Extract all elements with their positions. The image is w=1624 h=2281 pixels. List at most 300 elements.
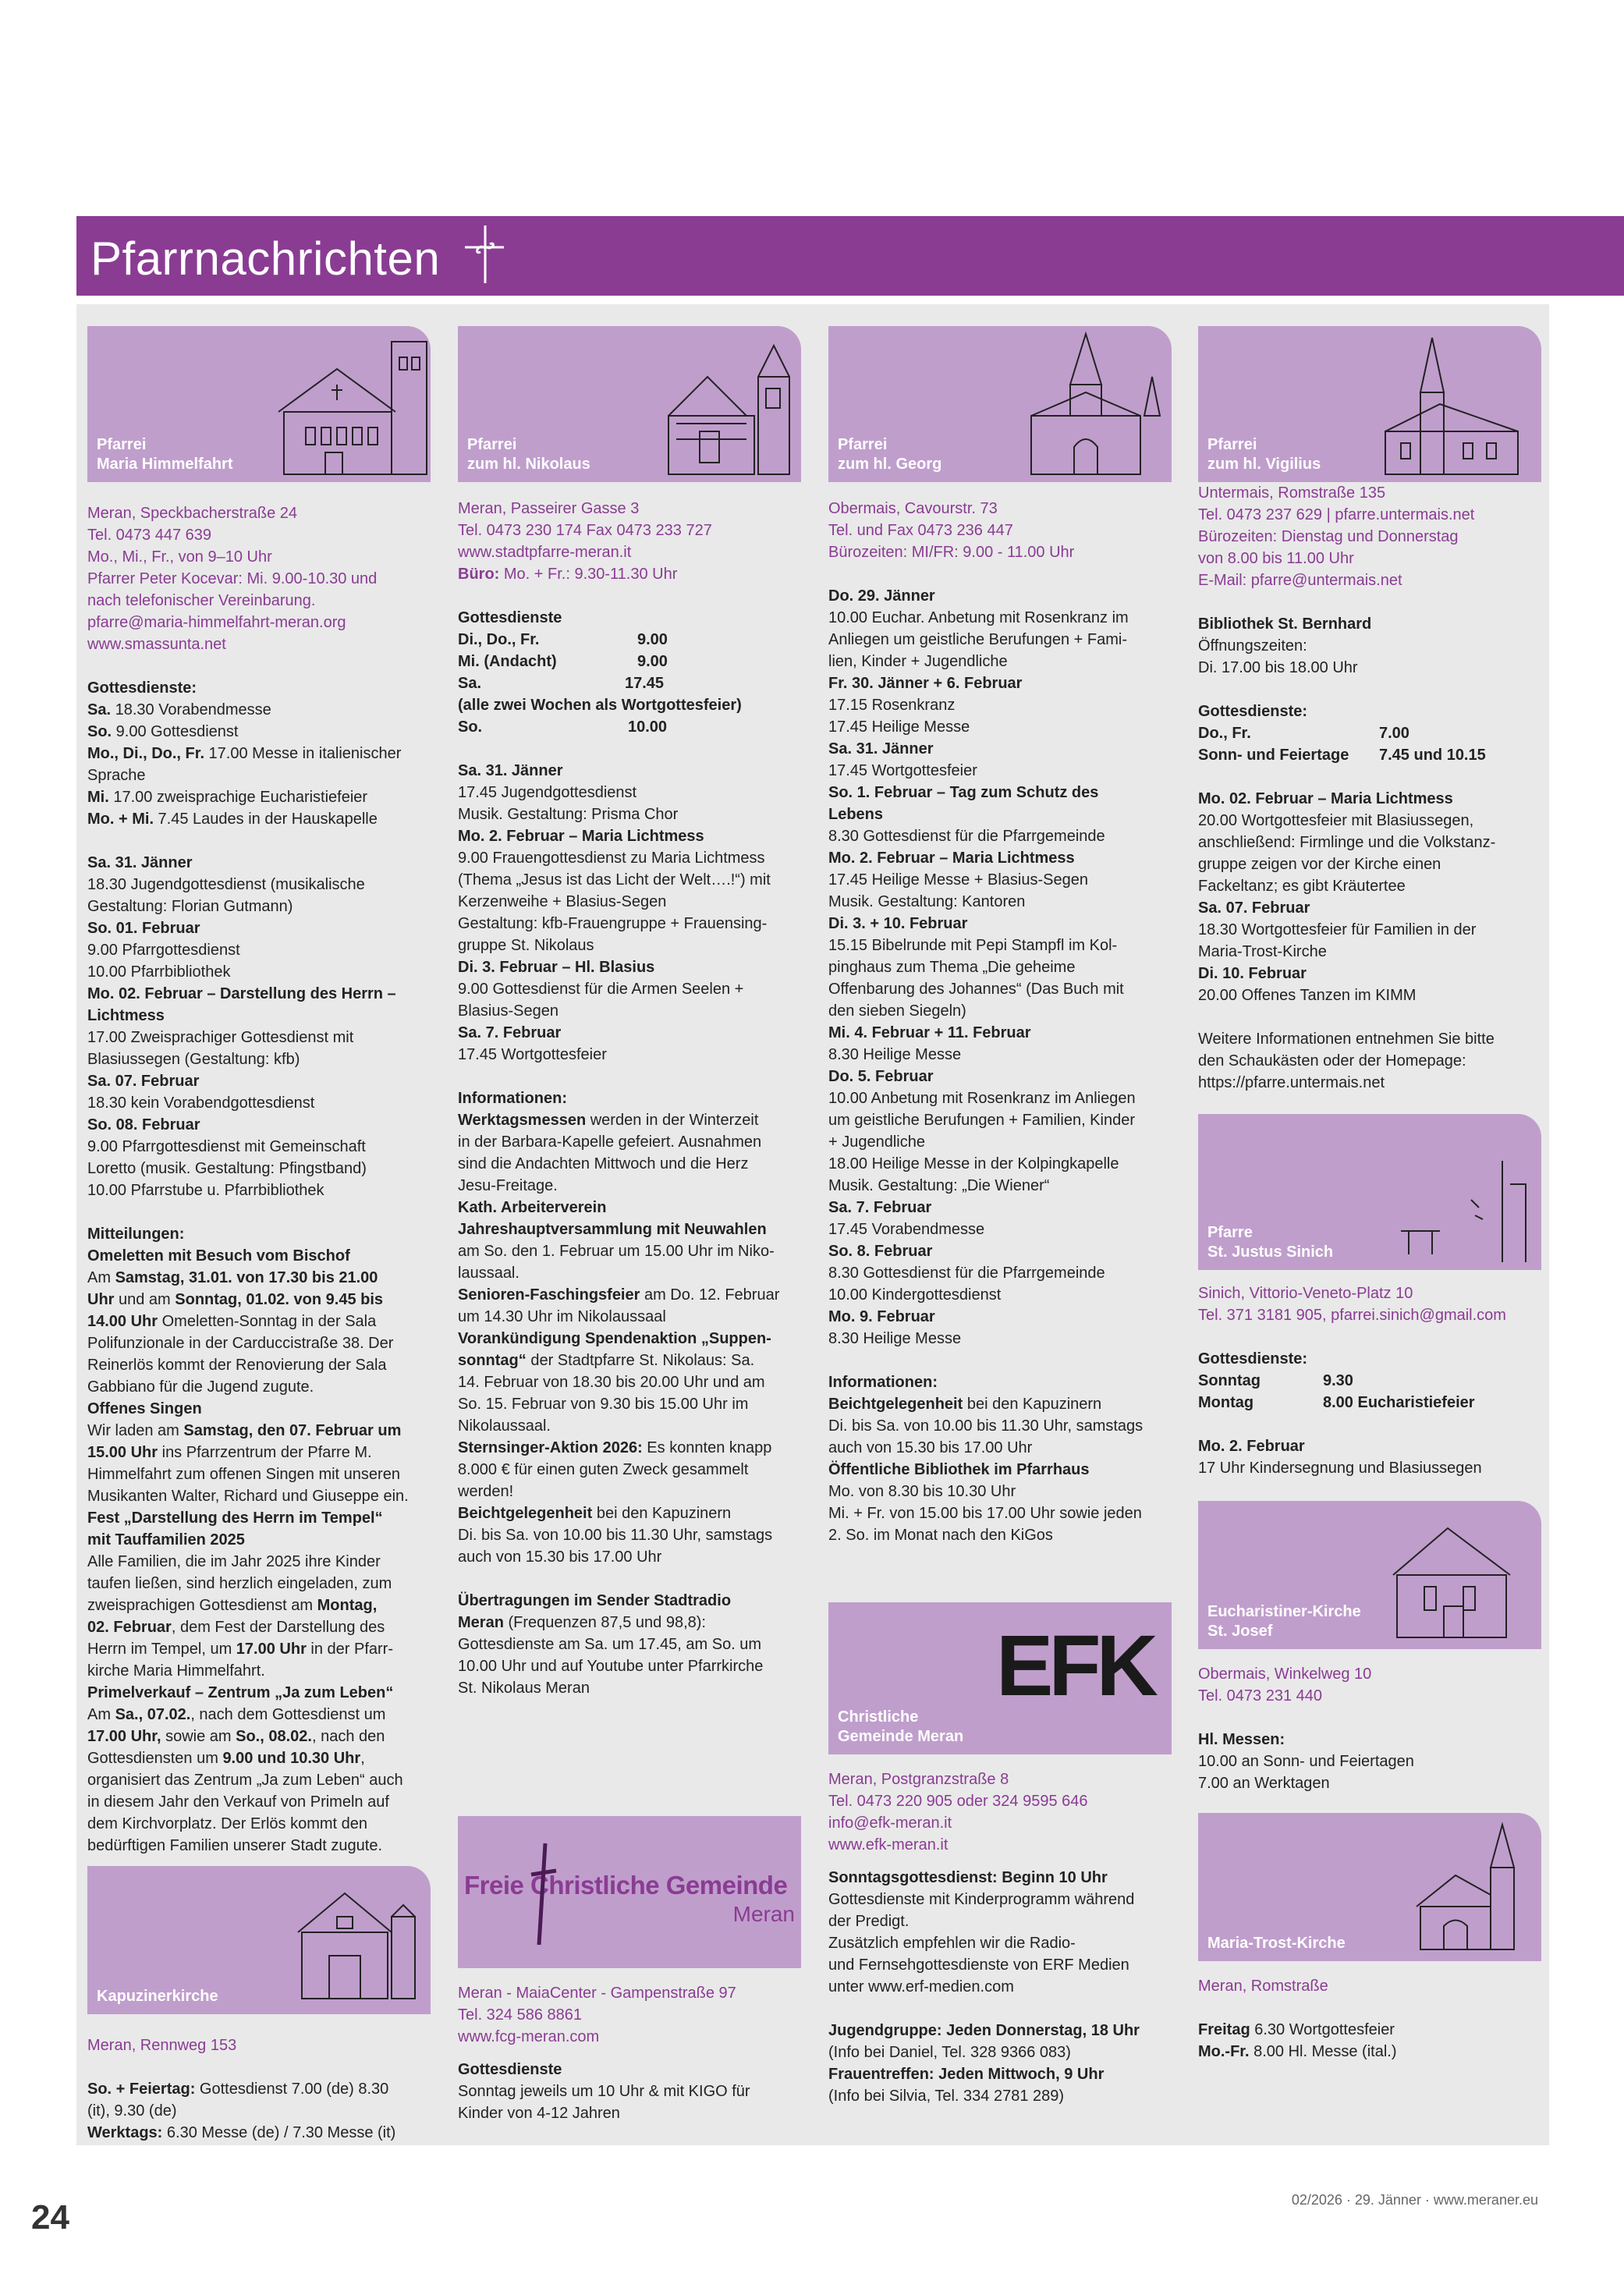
text: 9.00 Gottesdienst für die Armen Seelen + — [458, 981, 744, 998]
text: 6.30 Wortgottesfeier — [1250, 2021, 1395, 2038]
column-nikolaus — [458, 326, 801, 2124]
text: 17.45 Wortgottesfeier — [458, 1046, 607, 1063]
text: werden in der Winterzeit — [586, 1112, 759, 1129]
text: 9.00 und 10.30 Uhr — [222, 1750, 361, 1767]
text: Werktagsmessen — [458, 1112, 587, 1129]
schedule-block — [87, 2078, 431, 2144]
office-hours: von 8.00 bis 11.00 Uhr — [1198, 550, 1354, 567]
text: um 14.30 Uhr im Nikolaussaal — [458, 1308, 666, 1325]
text: der Predigt. — [828, 1913, 910, 1930]
text: und am — [114, 1291, 176, 1308]
text: und Fernsehgottesdienste von ERF Medien — [828, 1956, 1129, 1974]
text: bei den Kapuzinern — [963, 1396, 1102, 1413]
subheading: Omeletten mit Besuch vom Bischof — [87, 1247, 350, 1265]
date: Mo. 2. Februar — [1198, 1438, 1305, 1455]
text: 10.00 Kindergottesdienst — [828, 1286, 1002, 1304]
hours: Mo., Mi., Fr., von 9–10 Uhr — [87, 548, 272, 566]
schedule-block — [828, 1867, 1172, 2107]
website-link[interactable]: www.efk-meran.it — [828, 1836, 949, 1854]
date: Mi. 4. Februar + 11. Februar — [828, 1024, 1031, 1041]
time: 9.00 — [637, 631, 668, 648]
heading: Informationen: — [828, 1374, 938, 1391]
text: 17.00 Uhr, — [87, 1728, 161, 1745]
text: 18.30 Vorabendmesse — [111, 701, 271, 718]
contact-block — [828, 498, 1172, 563]
text: Gestaltung: kfb-Frauengruppe + Frauensing- — [458, 915, 768, 932]
text: in der Barbara-Kapelle gefeiert. Ausnahmen — [458, 1133, 762, 1151]
text: auch von 15.30 bis 17.00 Uhr — [458, 1548, 662, 1566]
day: Sonn- und Feiertage — [1198, 747, 1349, 764]
phone: Tel. 324 586 8861 — [458, 2006, 583, 2024]
parish-card — [828, 326, 1172, 482]
contact-block — [1198, 482, 1541, 591]
day: Mi. (Andacht) — [458, 653, 557, 670]
text: Mi. + Fr. von 15.00 bis 17.00 Uhr sowie jeden — [828, 1505, 1142, 1522]
date: Sa. 31. Jänner — [458, 762, 563, 779]
text: Musikanten Walter, Richard und Giuseppe ein. — [87, 1488, 409, 1505]
text: Omeletten-Sonntag in der Sala — [158, 1313, 377, 1330]
text: organisiert das Zentrum „Ja zum Leben“ auch — [87, 1772, 403, 1789]
text: Sonntag, 01.02. von 9.45 bis — [175, 1291, 384, 1308]
text: ins Pfarrzentrum der Pfarre M. — [158, 1444, 372, 1461]
text: 10.00 Euchar. Anbetung mit Rosenkranz im — [828, 609, 1129, 626]
schedule-block — [458, 2059, 801, 2124]
subheading: mit Tauffamilien 2025 — [87, 1531, 245, 1548]
text: , nach den — [311, 1728, 385, 1745]
contact-block — [87, 502, 431, 655]
contact-block — [458, 1982, 801, 2048]
day: So. — [458, 718, 483, 736]
text: 15.15 Bibelrunde mit Pepi Stampfl im Kol- — [828, 937, 1118, 954]
text: Beichtgelegenheit — [828, 1396, 963, 1413]
text: 17.00 Uhr — [236, 1641, 307, 1658]
text: Gottesdienste am Sa. um 17.45, am So. um — [458, 1636, 762, 1653]
office-hours: Bürozeiten: MI/FR: 9.00 - 11.00 Uhr — [828, 544, 1075, 561]
time: 9.30 — [1323, 1372, 1353, 1389]
text: 6.30 Messe (de) / 7.30 Messe (it) — [162, 2124, 396, 2141]
column-georg — [828, 326, 1172, 2107]
text: sonntag“ — [458, 1352, 527, 1369]
heading: Gottesdienste — [458, 2061, 562, 2078]
text: 14.00 Uhr — [87, 1313, 158, 1330]
phone: Tel. 0473 220 905 oder 324 9595 646 — [828, 1793, 1088, 1810]
pastor-hours: Pfarrer Peter Kocevar: Mi. 9.00-10.30 und — [87, 570, 378, 587]
text: Fackeltanz; es gibt Kräutertee — [1198, 878, 1406, 895]
text: 8.00 Hl. Messe (ital.) — [1249, 2043, 1397, 2060]
text: 20.00 Wortgottesfeier mit Blasiussegen, — [1198, 812, 1474, 829]
time: 7.45 und 10.15 — [1379, 747, 1486, 764]
text: Blasius-Segen — [458, 1002, 558, 1020]
date: Do. 5. Februar — [828, 1068, 934, 1085]
card-label: zum hl. Vigilius — [1207, 456, 1321, 473]
text: sind die Andachten Mittwoch und die Herz — [458, 1155, 749, 1172]
time: 7.00 — [1379, 725, 1409, 742]
text: 10.00 an Sonn- und Feiertagen — [1198, 1753, 1414, 1770]
day: Do., Fr. — [1198, 725, 1251, 742]
text: 10.00 Anbetung mit Rosenkranz im Anliegen — [828, 1090, 1136, 1107]
day: Sa. — [458, 675, 482, 692]
text: 18.00 Heilige Messe in der Kolpingkapelle — [828, 1155, 1119, 1172]
logo-text: Freie — [464, 1871, 524, 1900]
address: Obermais, Cavourstr. 73 — [828, 500, 998, 517]
card-label: Pfarrei — [838, 436, 888, 453]
website-link[interactable]: www.smassunta.net — [87, 636, 226, 653]
phone: Tel. 0473 237 629 | pfarre.untermais.net — [1198, 506, 1475, 523]
card-label: zum hl. Georg — [838, 456, 942, 473]
text: der Stadtpfarre St. Nikolaus: Sa. — [526, 1352, 755, 1369]
card-label: Pfarrei — [97, 436, 147, 453]
church-illustration — [1016, 330, 1168, 478]
text: 10.00 Pfarrbibliothek — [87, 963, 231, 981]
text: 10.00 Pfarrstube u. Pfarrbibliothek — [87, 1182, 324, 1199]
website-link[interactable]: www.stadtpfarre-meran.it — [458, 544, 632, 561]
text: gruppe St. Nikolaus — [458, 937, 594, 954]
phone: Tel. 0473 447 639 — [87, 527, 212, 544]
date: So. 1. Februar – Tag zum Schutz des — [828, 784, 1099, 801]
website-link[interactable]: www.fcg-meran.com — [458, 2028, 600, 2045]
church-card — [1198, 1813, 1541, 1961]
text: (it), 9.30 (de) — [87, 2102, 177, 2120]
text: Sternsinger-Aktion 2026: — [458, 1439, 643, 1456]
text: Gottesdienste mit Kinderprogramm während — [828, 1891, 1135, 1908]
subheading: Jugendgruppe: Jeden Donnerstag, 18 Uhr — [828, 2022, 1140, 2039]
date: Mo. 02. Februar – Maria Lichtmess — [1198, 790, 1453, 807]
card-label: Kapuzinerkirche — [97, 1988, 218, 2005]
card-label: zum hl. Nikolaus — [467, 456, 590, 473]
day: Freitag — [1198, 2021, 1250, 2038]
text: 8.30 Heilige Messe — [828, 1046, 962, 1063]
text: Nikolaussaal. — [458, 1417, 551, 1435]
text: (Thema „Jesus ist das Licht der Welt….!“) mit — [458, 871, 771, 889]
pastor-hours: nach telefonischer Vereinbarung. — [87, 592, 316, 609]
efk-logo: EFK — [996, 1618, 1154, 1714]
text: pinghaus zum Thema „Die geheime — [828, 959, 1076, 976]
text: laussaal. — [458, 1265, 519, 1282]
text: , — [360, 1750, 365, 1767]
text: Musik. Gestaltung: Kantoren — [828, 893, 1026, 910]
date: Lebens — [828, 806, 884, 823]
logo-text: Gemeinde — [665, 1871, 788, 1900]
text: Am — [87, 1269, 115, 1286]
card-label: St. Josef — [1207, 1623, 1273, 1640]
text: bedürftigen Familien unserer Stadt zugute. — [87, 1837, 382, 1854]
date: Sa. 7. Februar — [828, 1199, 932, 1216]
text: Blasiussegen (Gestaltung: kfb) — [87, 1051, 300, 1068]
card-label: Maria Himmelfahrt — [97, 456, 233, 473]
time: 10.00 — [628, 718, 668, 736]
parish-card — [1198, 326, 1541, 482]
text: Di. 17.00 bis 18.00 Uhr — [1198, 659, 1358, 676]
day: Mo. + Mi. — [87, 811, 154, 828]
card-label: Maria-Trost-Kirche — [1207, 1935, 1346, 1952]
column-maria-himmelfahrt — [87, 326, 431, 2144]
contact-block — [1198, 1282, 1541, 1326]
text: 15.00 Uhr — [87, 1444, 158, 1461]
text: 18.30 Jugendgottesdienst (musikalische — [87, 876, 365, 893]
heading: Gottesdienste: — [1198, 703, 1308, 720]
subheading: Öffentliche Bibliothek im Pfarrhaus — [828, 1461, 1090, 1478]
church-card — [1198, 1114, 1541, 1270]
date: Di. 10. Februar — [1198, 965, 1307, 982]
text: Weitere Informationen entnehmen Sie bitte — [1198, 1031, 1495, 1048]
text: 17.45 Heilige Messe — [828, 718, 970, 736]
date: Sa. 31. Jänner — [828, 740, 934, 757]
text: Meran — [458, 1614, 504, 1631]
text: 18.30 Wortgottesfeier für Familien in der — [1198, 921, 1477, 938]
text: Anliegen um geistliche Berufungen + Fami- — [828, 631, 1127, 648]
section-title: Pfarrnachrichten — [90, 232, 441, 285]
card-label: Gemeinde Meran — [838, 1728, 964, 1745]
subheading: Vorankündigung Spendenaktion „Suppen- — [458, 1330, 771, 1347]
heading: Gottesdienste: — [1198, 1350, 1308, 1368]
text: 17.15 Rosenkranz — [828, 697, 956, 714]
day: Mo.-Fr. — [1198, 2043, 1250, 2060]
text: Sprache — [87, 767, 146, 784]
text: 17 Uhr Kindersegnung und Blasiussegen — [1198, 1460, 1482, 1477]
email-link[interactable]: info@efk-meran.it — [828, 1815, 952, 1832]
church-illustration — [661, 330, 801, 478]
text: (Frequenzen 87,5 und 98,8): — [503, 1614, 706, 1631]
text: Am — [87, 1706, 115, 1723]
column-vigilius — [1198, 326, 1541, 2063]
date: Do. 29. Jänner — [828, 587, 935, 605]
text: Di. bis Sa. von 10.00 bis 11.30 Uhr, samstags — [828, 1417, 1144, 1435]
card-label: Christliche — [838, 1708, 919, 1726]
time: 9.00 — [637, 653, 668, 670]
contact-block — [1198, 1975, 1541, 1997]
phone: Tel. und Fax 0473 236 447 — [828, 522, 1013, 539]
text: Reinerlös kommt der Renovierung der Sala — [87, 1357, 387, 1374]
day: So. + Feiertag: — [87, 2081, 196, 2098]
text: Beichtgelegenheit — [458, 1505, 593, 1522]
text: zweisprachigen Gottesdienst am — [87, 1597, 317, 1614]
day: So. — [87, 723, 112, 740]
parish-card — [87, 326, 431, 482]
card-label: Pfarrei — [467, 436, 517, 453]
email-link[interactable]: E-Mail: pfarre@untermais.net — [1198, 572, 1402, 589]
phone: Tel. 371 3181 905, pfarrei.sinich@gmail.com — [1198, 1307, 1506, 1324]
subheading: Sonntagsgottesdienst: Beginn 10 Uhr — [828, 1869, 1108, 1886]
date: Fr. 30. Jänner + 6. Februar — [828, 675, 1023, 692]
text: 10.00 Uhr und auf Youtube unter Pfarrkirche — [458, 1658, 764, 1675]
contact-block — [87, 2034, 431, 2056]
text: Polifunzionale in der Carduccistraße 38. Der — [87, 1335, 394, 1352]
text: den sieben Siegeln) — [828, 1002, 966, 1020]
text: Kerzenweihe + Blasius-Segen — [458, 893, 667, 910]
subheading: Fest „Darstellung des Herrn im Tempel“ — [87, 1509, 383, 1527]
day: Montag — [1198, 1394, 1254, 1411]
church-illustration — [275, 1878, 423, 2003]
text: 18.30 kein Vorabendgottesdienst — [87, 1094, 315, 1112]
text: 17.45 Jugendgottesdienst — [458, 784, 637, 801]
heading: Gottesdienste — [458, 609, 562, 626]
church-illustration — [1378, 1513, 1534, 1641]
text: 9.00 Gottesdienst — [112, 723, 239, 740]
church-card — [1198, 1501, 1541, 1649]
heading: Hl. Messen: — [1198, 1731, 1285, 1748]
text: kirche Maria Himmelfahrt. — [87, 1662, 265, 1680]
issue-info: 02/2026 · 29. Jänner · www.meraner.eu — [1291, 2192, 1538, 2208]
text: , nach dem Gottesdienst um — [190, 1706, 386, 1723]
text: , dem Fest der Darstellung des — [171, 1619, 385, 1636]
subheading: Jahreshauptversammlung mit Neuwahlen — [458, 1221, 767, 1238]
day: Mi. — [87, 789, 109, 806]
date: Sa. 07. Februar — [87, 1073, 200, 1090]
text: gruppe zeigen vor der Kirche einen — [1198, 856, 1441, 873]
text: 17.45 Heilige Messe + Blasius-Segen — [828, 871, 1088, 889]
text: + Jugendliche — [828, 1133, 925, 1151]
efk-card — [828, 1602, 1172, 1754]
text: Mo. von 8.30 bis 10.30 Uhr — [828, 1483, 1016, 1500]
address: Meran - MaiaCenter - Gampenstraße 97 — [458, 1985, 736, 2002]
text: 8.30 Gottesdienst für die Pfarrgemeinde — [828, 1265, 1105, 1282]
text: (Info bei Daniel, Tel. 328 9366 083) — [828, 2044, 1071, 2061]
subheading: Frauentreffen: Jeden Mittwoch, 9 Uhr — [828, 2066, 1105, 2083]
address: Meran, Postgranzstraße 8 — [828, 1771, 1009, 1788]
date: Mo. 2. Februar – Maria Lichtmess — [828, 850, 1075, 867]
text: 9.00 Pfarrgottesdienst mit Gemeinschaft — [87, 1138, 366, 1155]
text: den Schaukästen oder der Homepage: — [1198, 1052, 1466, 1070]
address: Obermais, Winkelweg 10 — [1198, 1666, 1372, 1683]
heading: Gottesdienste: — [87, 679, 197, 697]
website-link[interactable]: https://pfarre.untermais.net — [1198, 1074, 1385, 1091]
text: St. Nikolaus Meran — [458, 1680, 590, 1697]
text: sowie am — [161, 1728, 236, 1745]
text: auch von 15.30 bis 17.00 Uhr — [828, 1439, 1033, 1456]
text: Montag, — [317, 1597, 378, 1614]
logo-text: Christliche — [530, 1871, 660, 1900]
date: Sa. 07. Februar — [1198, 899, 1310, 917]
text: in diesem Jahr den Verkauf von Primeln auf — [87, 1793, 389, 1811]
fcg-logo — [464, 1871, 787, 1900]
church-illustration — [1409, 1821, 1537, 1953]
text: Di. bis Sa. von 10.00 bis 11.30 Uhr, samstags — [458, 1527, 773, 1544]
text: So. 15. Februar von 9.30 bis 15.00 Uhr im — [458, 1396, 749, 1413]
text: Maria-Trost-Kirche — [1198, 943, 1327, 960]
heading: Mitteilungen: — [87, 1226, 185, 1243]
text: 7.00 an Werktagen — [1198, 1775, 1330, 1792]
text: Kinder von 4-12 Jahren — [458, 2105, 620, 2122]
text: Sa., 07.02. — [115, 1706, 191, 1723]
text: 17.00 Zweisprachiger Gottesdienst mit — [87, 1029, 354, 1046]
text: taufen ließen, sind herzlich eingeladen, zum — [87, 1575, 392, 1592]
text: 14. Februar von 18.30 bis 20.00 Uhr und am — [458, 1374, 765, 1391]
date: Lichtmess — [87, 1007, 165, 1024]
church-illustration — [275, 334, 431, 478]
text: 9.00 Frauengottesdienst zu Maria Lichtmess — [458, 850, 765, 867]
text: 8.000 € für einen guten Zweck gesammelt — [458, 1461, 749, 1478]
text: am Do. 12. Februar — [640, 1286, 780, 1304]
schedule-block — [1198, 1729, 1541, 1794]
text: Senioren-Faschingsfeier — [458, 1286, 640, 1304]
text: 8.30 Gottesdienst für die Pfarrgemeinde — [828, 828, 1105, 845]
subheading: Primelverkauf – Zentrum „Ja zum Leben“ — [87, 1684, 394, 1701]
card-label: Eucharistiner-Kirche — [1207, 1603, 1361, 1620]
text: 20.00 Offenes Tanzen im KIMM — [1198, 987, 1417, 1004]
address: Sinich, Vittorio-Veneto-Platz 10 — [1198, 1285, 1413, 1302]
contact-block — [458, 498, 801, 585]
email-link[interactable]: pfarre@maria-himmelfahrt-meran.org — [87, 614, 346, 631]
card-label: Pfarre — [1207, 1224, 1253, 1241]
address: Meran, Passeirer Gasse 3 — [458, 500, 640, 517]
date: So. 08. Februar — [87, 1116, 200, 1133]
date: Mo. 9. Februar — [828, 1308, 935, 1325]
date: Mo. 02. Februar – Darstellung des Herrn – — [87, 985, 396, 1002]
date: Mo. 2. Februar – Maria Lichtmess — [458, 828, 704, 845]
time: 8.00 Eucharistiefeier — [1323, 1394, 1475, 1411]
text: um geistliche Berufungen + Familien, Kinder — [828, 1112, 1135, 1129]
text: Offenbarung des Johannes“ (Das Buch mit — [828, 981, 1124, 998]
card-label: Pfarrei — [1207, 436, 1257, 453]
church-card — [87, 1866, 431, 2014]
date: So. 01. Februar — [87, 920, 200, 937]
day: Sa. — [87, 701, 112, 718]
schedule-block — [1198, 613, 1541, 1094]
text: Musik. Gestaltung: „Die Wiener“ — [828, 1177, 1050, 1194]
text: Gottesdienst 7.00 (de) 8.30 — [195, 2081, 389, 2098]
office-label: Büro: — [458, 566, 500, 583]
subheading: Kath. Arbeiterverein — [458, 1199, 607, 1216]
text: Sonntag jeweils um 10 Uhr & mit KIGO für — [458, 2083, 750, 2100]
date: Sa. 7. Februar — [458, 1024, 562, 1041]
church-illustration — [1315, 1153, 1534, 1266]
fcg-logo-card — [458, 1816, 801, 1968]
text: Jesu-Freitage. — [458, 1177, 558, 1194]
text: werden! — [458, 1483, 514, 1500]
text: Gottesdiensten um — [87, 1750, 223, 1767]
text: 2. So. im Monat nach den KiGos — [828, 1527, 1053, 1544]
text: 7.45 Laudes in der Hauskapelle — [154, 811, 378, 828]
text: Samstag, den 07. Februar um — [183, 1422, 402, 1439]
schedule-block — [1198, 1348, 1541, 1479]
logo-text: Meran — [732, 1902, 795, 1926]
subheading: Übertragungen im Sender Stadtradio — [458, 1592, 732, 1609]
text: So., 08.02. — [236, 1728, 312, 1745]
text: Loretto (musik. Gestaltung: Pfingstband) — [87, 1160, 367, 1177]
date: Di. 3. Februar – Hl. Blasius — [458, 959, 655, 976]
text: 17.45 Vorabendmesse — [828, 1221, 985, 1238]
text: am So. den 1. Februar um 15.00 Uhr im Niko- — [458, 1243, 775, 1260]
page-number: 24 — [31, 2198, 69, 2237]
address: Meran, Romstraße — [1198, 1978, 1328, 1995]
schedule-block — [87, 677, 431, 1857]
schedule-block — [458, 607, 801, 1699]
day: Di., Do., Fr. — [458, 631, 540, 648]
text: Gabbiano für die Jugend zugute. — [87, 1378, 314, 1396]
subheading: Offenes Singen — [87, 1400, 202, 1417]
text: dem Kirchvorplatz. Der Erlös kommt den — [87, 1815, 368, 1832]
day: Sonntag — [1198, 1372, 1261, 1389]
day: Werktags: — [87, 2124, 163, 2141]
text: Alle Familien, die im Jahr 2025 ihre Kinder — [87, 1553, 381, 1570]
text: bei den Kapuzinern — [592, 1505, 732, 1522]
parish-card — [458, 326, 801, 482]
text: Uhr — [87, 1291, 115, 1308]
schedule-block — [1198, 2019, 1541, 2063]
text: Gestaltung: Florian Gutmann) — [87, 898, 293, 915]
text: (Info bei Silvia, Tel. 334 2781 289) — [828, 2088, 1065, 2105]
text: 17.45 Wortgottesfeier — [828, 762, 977, 779]
text: Samstag, 31.01. von 17.30 bis 21.00 — [115, 1269, 378, 1286]
text: Es konnten knapp — [642, 1439, 772, 1456]
church-illustration — [1378, 330, 1534, 478]
text: Himmelfahrt zum offenen Singen mit unseren — [87, 1466, 400, 1483]
date: Sa. 31. Jänner — [87, 854, 193, 871]
note: (alle zwei Wochen als Wortgottesfeier) — [458, 697, 742, 714]
day: Mo., Di., Do., Fr. — [87, 745, 204, 762]
section-banner — [76, 216, 1624, 296]
contact-block — [1198, 1663, 1541, 1707]
